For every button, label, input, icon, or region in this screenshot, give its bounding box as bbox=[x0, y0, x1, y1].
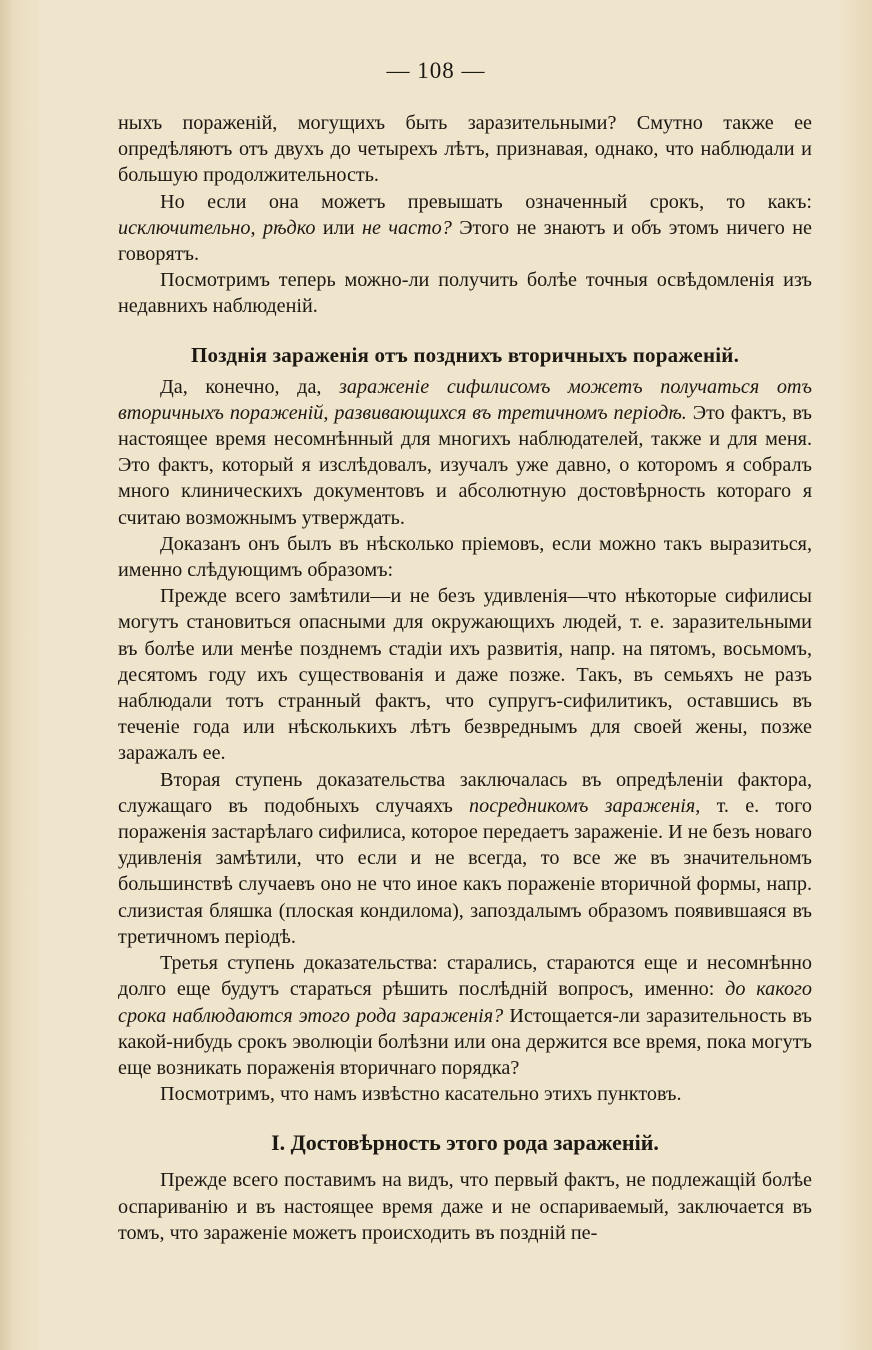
text-run: Третья ступень доказательства: старались, стараются еще и несомнѣнно долго еще будутъ стараться рѣшить послѣдній вопросъ, именно: bbox=[118, 952, 812, 1001]
paragraph-4 bbox=[118, 374, 812, 531]
paragraph-1: ныхъ пораженій, могущихъ быть заразительными? Смутно также ее опредѣляютъ отъ двухъ до четырехъ лѣтъ, признавая, однако, что наблюдали и большую продолжительность. bbox=[118, 112, 812, 187]
text-run: Но если она можетъ превышать означенный срокъ, то какъ: bbox=[160, 190, 812, 213]
text-run: , т. е. того пораженія застарѣлаго сифилиса, которое передаетъ зараженіе. И не безъ новаго удивленія замѣтили, что если и не всегда, то все же въ значительномъ большинствѣ случаевъ оно не что иное какъ пораженіе вторичной формы, напр. слизистая бляшка (плоская кондилома), запоздалымъ образомъ появившаяся въ третичномъ періодѣ. bbox=[118, 794, 812, 948]
italic-run: не часто? bbox=[362, 216, 452, 239]
page-body bbox=[118, 110, 812, 1246]
text-run: Истощается-ли заразительность въ какой-нибудь срокъ эволюціи болѣзни или она держится все время, пока могутъ еще возникать пораженія вторичнаго порядка? bbox=[118, 1004, 812, 1079]
paragraph-2 bbox=[118, 189, 812, 268]
italic-run: зараженіе сифилисомъ можетъ получаться отъ вторичныхъ пораженій, развивающихся въ третичномъ періодѣ. bbox=[118, 375, 812, 424]
page-number: — 108 — bbox=[386, 58, 486, 83]
italic-run: до какого срока наблюдаются этого рода зараженія? bbox=[118, 978, 813, 1027]
text-run: Это фактъ, въ настоящее время несомнѣнный для многихъ наблюдателей, также и для меня. Это фактъ, который я изслѣдовалъ, изучалъ уже давно, о которомъ я собралъ много клиническихъ документовъ и абсолютную достовѣрность котораго я считаю возможнымъ утверждать. bbox=[118, 401, 812, 529]
text-run: или bbox=[315, 216, 362, 239]
paragraph-9: Посмотримъ, что намъ извѣстно касательно этихъ пунктовъ. bbox=[160, 1083, 682, 1106]
text-run: Да, конечно, да, bbox=[160, 375, 340, 398]
paragraph-5: Доказанъ онъ былъ въ нѣсколько пріемовъ, если можно такъ выразиться, именно слѣдующимъ образомъ: bbox=[118, 532, 812, 582]
text-run: Вторая ступень доказательства заключалась въ опредѣленіи фактора, служащаго въ подобныхъ случаяхъ bbox=[118, 768, 812, 817]
text-run: , bbox=[250, 216, 263, 239]
paragraph-6: Прежде всего замѣтили—и не безъ удивленія—что нѣкоторые сифилисы могутъ становиться опасными для окружающихъ людей, т. е. заразительными въ болѣе или менѣе позднемъ стадіи ихъ развитія, напр. на пятомъ, восьмомъ, десятомъ году ихъ существованія и даже позже. Такъ, въ семьяхъ не разъ наблюдали тотъ странный фактъ, что супругъ-сифилитикъ, оставшись въ теченіе года или нѣсколькихъ лѣтъ безвреднымъ для своей жены, позже заражалъ ее. bbox=[118, 585, 812, 765]
paragraph-7 bbox=[118, 767, 812, 950]
paragraph-3: Посмотримъ теперь можно-ли получить болѣе точныя освѣдомленія изъ недавнихъ наблюденій. bbox=[118, 269, 812, 318]
section-heading: Позднія зараженія отъ позднихъ вторичныхъ пораженій. bbox=[190, 342, 740, 367]
paragraph-10: Прежде всего поставимъ на видъ, что первый фактъ, не подлежащій болѣе оспариванію и въ настоящее время даже и не оспариваемый, заключается въ томъ, что зараженіе можетъ происходить въ поздній пе- bbox=[118, 1169, 812, 1244]
italic-run: исключительно bbox=[118, 216, 251, 239]
text-run: Этого не знаютъ и объ этомъ ничего не говорятъ. bbox=[118, 216, 813, 266]
italic-run: рѣдко bbox=[262, 216, 316, 239]
chapter-heading: I. Достовѣрность этого рода зараженій. bbox=[271, 1130, 659, 1156]
italic-run: посредникомъ зараженія bbox=[469, 794, 696, 817]
paragraph-8 bbox=[118, 950, 812, 1081]
